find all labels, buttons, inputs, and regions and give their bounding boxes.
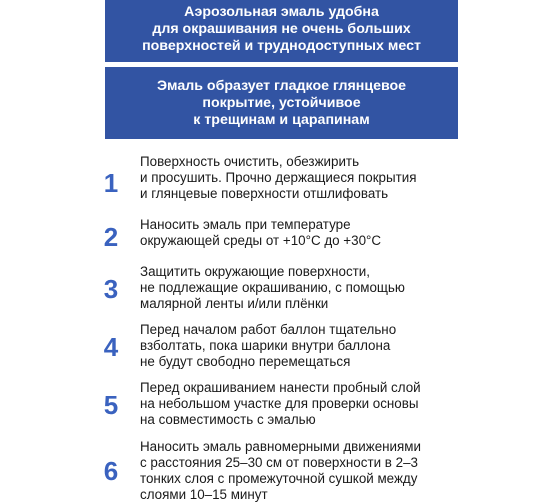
step-text-line: тонких слоя с промежуточной сушкой между xyxy=(140,471,418,486)
step-text-line: Поверхность очистить, обезжирить xyxy=(140,154,360,169)
step-text-line: малярной ленты и/или плёнки xyxy=(140,296,329,311)
banner-line: покрытие, устойчивое xyxy=(202,94,361,111)
banner-line: для окрашивания не очень больших xyxy=(152,21,411,37)
step-text-line: слоями 10–15 минут xyxy=(140,487,268,502)
banner-line: поверхностей и труднодоступных мест xyxy=(142,38,421,54)
step-text-line: и просушить. Прочно держащиеся покрытия xyxy=(140,170,417,185)
step-text-line: взболтать, пока шарики внутри баллона xyxy=(140,338,391,353)
step-text-line: окружающей среды от +10°С до +30°С xyxy=(140,233,382,248)
step-text xyxy=(140,154,555,202)
step-text xyxy=(140,439,555,503)
step-text-line: с расстояния 25–30 см от поверхности в 2–3 xyxy=(140,455,418,470)
step-text-line: на небольшом участке для проверки основы xyxy=(140,396,419,411)
banner-line: к трещинам и царапинам xyxy=(193,111,370,128)
step-text xyxy=(140,217,555,249)
step-number: 3 xyxy=(103,274,119,304)
step-number: 6 xyxy=(103,456,119,486)
banner-line: Эмаль образует гладкое глянцевое xyxy=(156,77,407,94)
banner-line: Аэрозольная эмаль удобна xyxy=(184,4,379,20)
step-text-line: Защитить окружающие поверхности, xyxy=(140,264,371,279)
step-text-line: Наносить эмаль равномерными движениями xyxy=(140,439,421,454)
step-number: 4 xyxy=(103,332,119,362)
step-text-line: не подлежащие окрашиванию, с помощью xyxy=(140,280,405,295)
step-text xyxy=(140,322,555,370)
step-text-line: Перед окрашиванием нанести пробный слой xyxy=(140,380,421,395)
step-text-line: Перед началом работ баллон тщательно xyxy=(140,322,397,337)
step-number: 1 xyxy=(103,168,119,198)
step-text xyxy=(140,380,555,428)
step-text xyxy=(140,264,555,312)
step-number: 5 xyxy=(103,390,119,420)
step-number: 2 xyxy=(103,222,119,252)
step-text-line: на совместимость с эмалью xyxy=(140,412,316,427)
step-text-line: Наносить эмаль при температуре xyxy=(140,217,351,232)
step-text-line: и глянцевые поверхности отшлифовать xyxy=(140,186,389,201)
step-text-line: не будут свободно перемещаться xyxy=(140,354,351,369)
